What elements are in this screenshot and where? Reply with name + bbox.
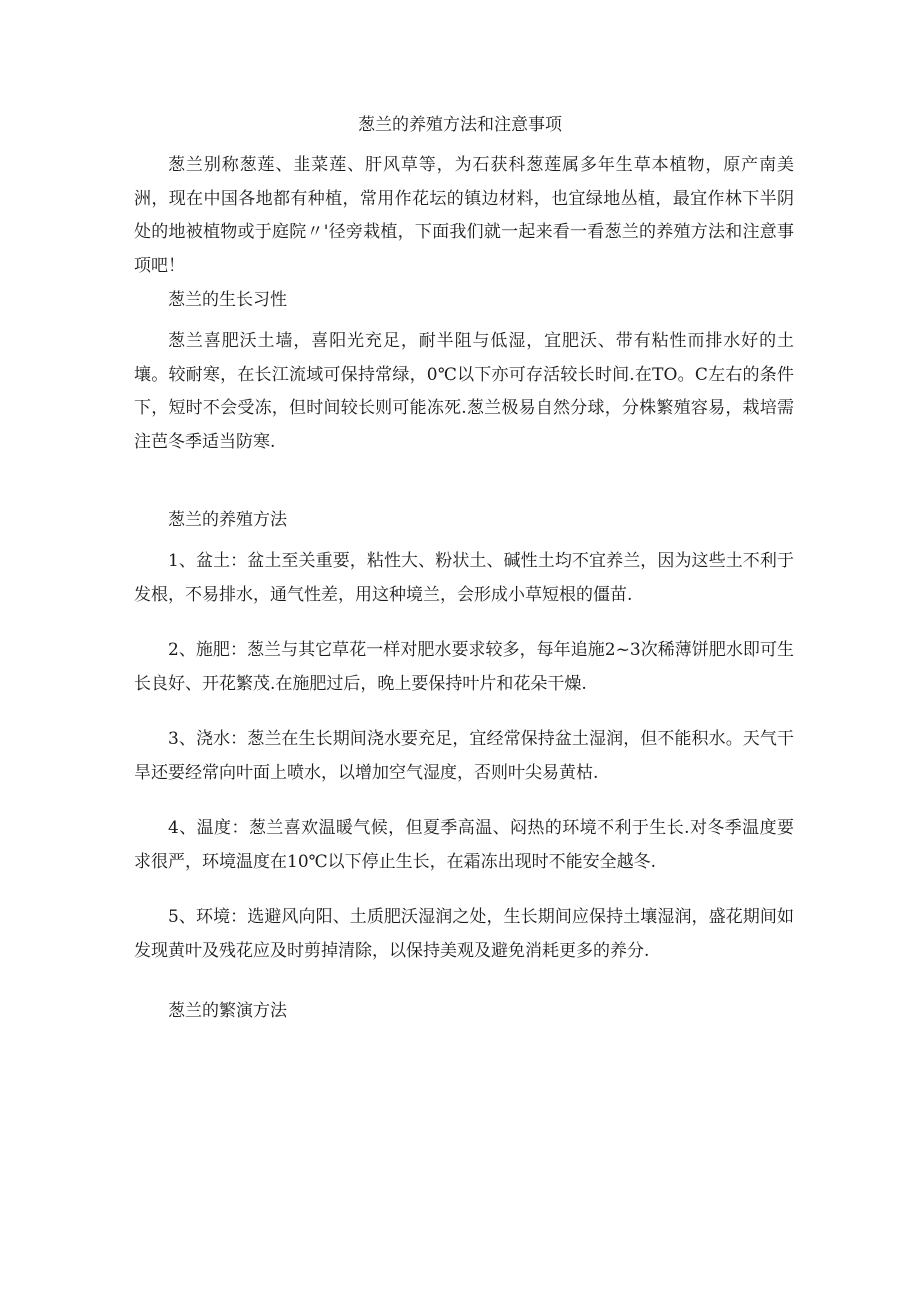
cultivation-item-watering: 3、浇水：葱兰在生长期间浇水要充足，宜经常保持盆土湿润，但不能积水。天气干旱还要经常向叶面上喷水，以增加空气湿度，否则叶尖易黄枯. (134, 729, 794, 783)
cultivation-item-temperature: 4、温度：葱兰喜欢温暖气候，但夏季高温、闷热的环境不利于生长.对冬季温度要求很严，环境温度在10℃以下停止生长，在霜冻出现时不能安全越冬. (134, 818, 794, 872)
section-heading-growth-habits: 葱兰的生长习性 (168, 290, 287, 310)
cultivation-item-environment: 5、环境：选避风向阳、土质肥沃湿润之处，生长期间应保持土壤湿润，盛花期间如发现黄叶及残花应及时剪掉清除，以保持美观及避免消耗更多的养分. (134, 907, 794, 961)
document-title: 葱兰的养殖方法和注意事项 (358, 115, 562, 135)
cultivation-item-soil: 1、盆土：盆土至关重要，粘性大、粉状土、碱性土均不宜养兰，因为这些土不利于发根，不易排水，通气性差，用这种境兰，会形成小草短根的僵苗. (134, 551, 794, 605)
intro-paragraph: 葱兰别称葱莲、韭菜莲、肝风草等，为石获科葱莲属多年生草本植物，原产南美洲，现在中国各地都有种植，常用作花坛的镇边材料，也宜绿地丛植，最宜作林下半阴处的地被植物或于庭院〃'径旁栽植，下面我们就一起来看一看葱兰的养殖方法和注意事项吧！ (134, 155, 794, 276)
section-heading-propagation-methods: 葱兰的繁演方法 (168, 1001, 287, 1021)
growth-habits-paragraph: 葱兰喜肥沃土墙，喜阳光充足，耐半阻与低湿，宜肥沃、带有粘性而排水好的土壤。较耐寒，在长江流域可保持常绿，0℃以下亦可存活较长时间.在TO。C左右的条件下，短时不会受冻，但时间较长则可能冻死.葱兰极易自然分球，分株繁殖容易，栽培需注芭冬季适当防寒. (134, 331, 794, 452)
section-heading-cultivation-methods: 葱兰的养殖方法 (168, 510, 287, 530)
cultivation-item-fertilizing: 2、施肥：葱兰与其它草花一样对肥水要求较多，每年追施2~3次稀薄饼肥水即可生长良好、开花繁茂.在施肥过后，晚上要保持叶片和花朵干燥. (134, 640, 794, 694)
